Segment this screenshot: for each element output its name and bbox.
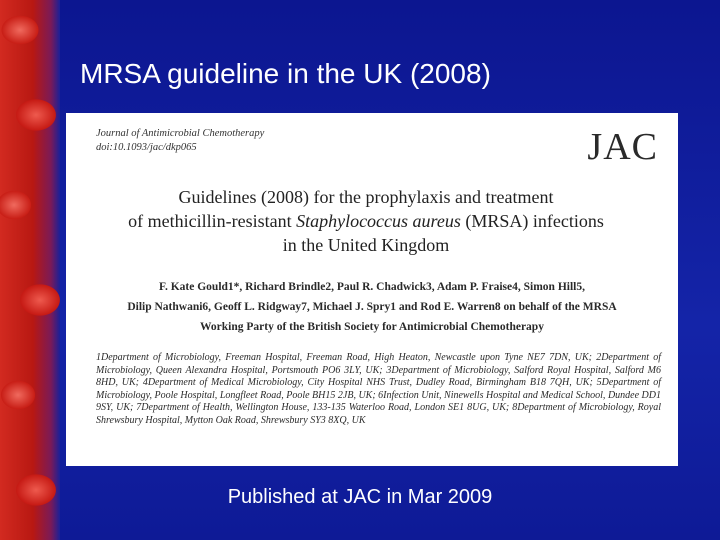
author-list [88,277,656,337]
blood-cell-strip [0,0,60,540]
paper-title-line-3: in the United Kingdom [282,235,450,255]
paper-title-line-1: Guidelines (2008) for the prophylaxis and treatment [178,187,554,207]
paper-image [66,113,678,466]
authors-line-3: Working Party of the British Society for Antimicrobial Chemotherapy [200,321,544,333]
affiliations: 1Department of Microbiology, Freeman Hospital, Freeman Road, High Heaton, Newcastle upon Tyne NE7 7DN, UK; 2Department of Microbiology, Queen Alexandra Hospital, Portsmouth PO6 3LY, UK; 3Department of Microbiology, Salford Royal Hospital, Salford M6 8HD, UK; 4Department of Medical Microbiology, City Hospital NHS Trust, Dudley Road, Birmingham B18 7QH, UK; 5Department of Microbiology, Poole Hospital, Longfleet Road, Poole BH15 2JB, UK; 6Infection Unit, Ninewells Hospital and Medical School, Dundee DD1 9SY, UK; 7Department of Health, Wellington House, 133-135 Waterloo Road, London SE1 8UG, UK; 8Department of Microbiology, Royal Shrewsbury Hospital, Mytton Oak Road, Shrewsbury SY3 8XQ, UK [96,352,661,426]
species-name: Staphylococcus aureus [296,211,461,231]
journal-name: Journal of Antimicrobial Chemotherapy [96,128,265,139]
authors-line-2: Dilip Nathwani6, Geoff L. Ridgway7, Michael J. Spry1 and Rod E. Warren8 on behalf of the MRSA [127,301,617,313]
title-text: of methicillin-resistant [128,211,297,231]
jac-logo: JAC [587,126,658,168]
slide-caption: Published at JAC in Mar 2009 [227,486,493,508]
title-text: (MRSA) infections [460,211,604,231]
paper-title [86,185,646,257]
paper-title-line-2 [86,209,646,233]
slide-title: MRSA guideline in the UK (2008) [80,58,491,89]
journal-info [96,127,264,155]
doi: doi:10.1093/jac/dkp065 [96,142,197,153]
authors-line-1: F. Kate Gould1*, Richard Brindle2, Paul R. Chadwick3, Adam P. Fraise4, Simon Hill5, [159,281,585,293]
